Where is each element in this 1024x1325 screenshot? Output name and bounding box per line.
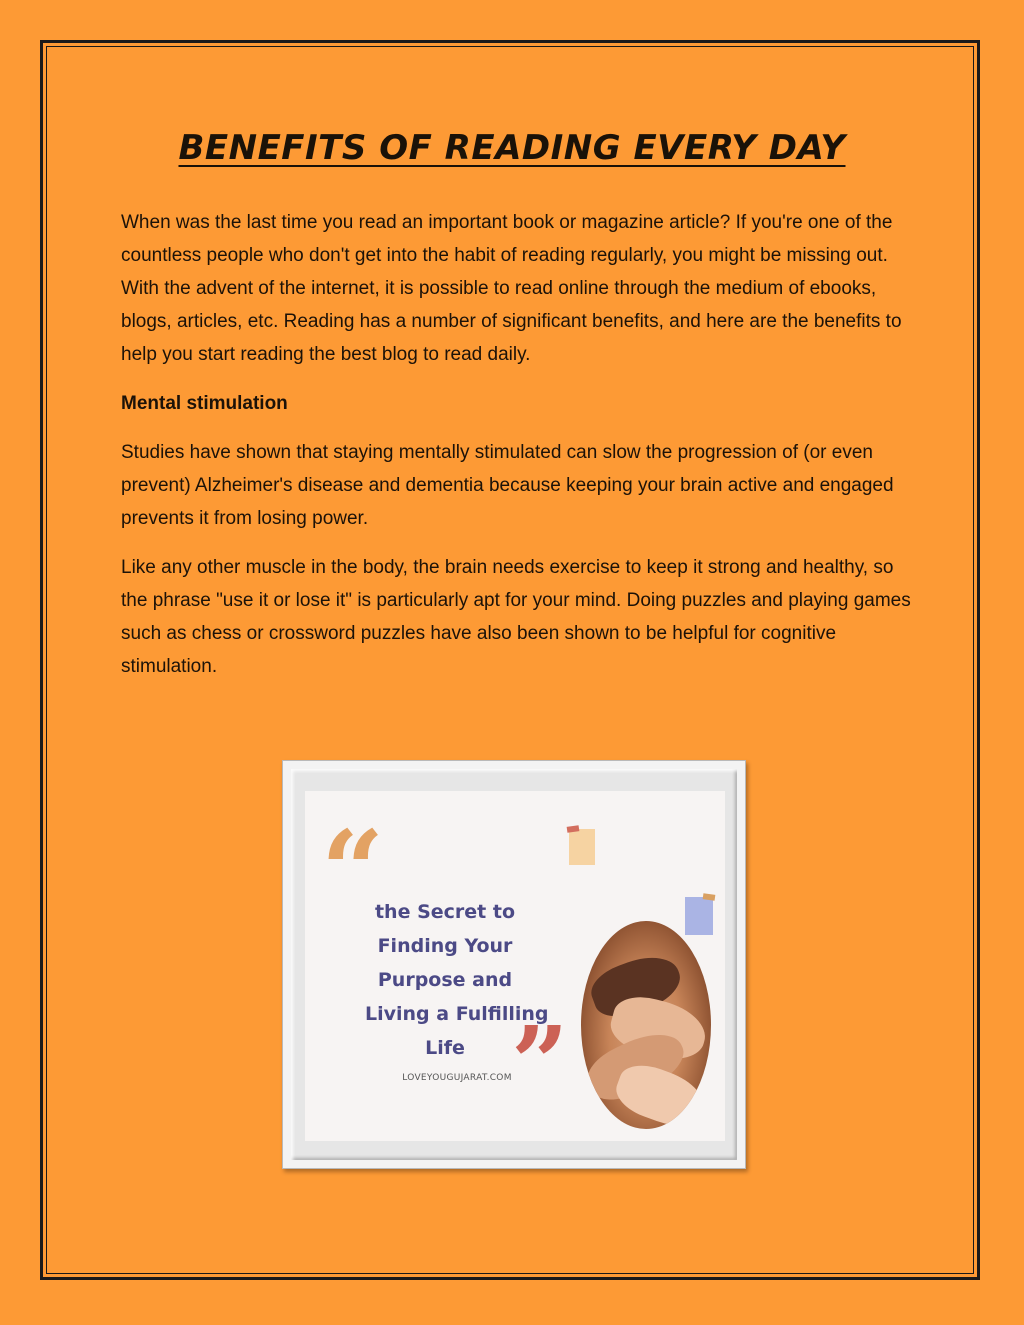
article-body: [121, 206, 911, 699]
intro-paragraph: When was the last time you read an important book or magazine article? If you're one of the countless people who don't get into the habit of reading regularly, you might be missing out. With the advent of the internet, it is possible to read online through the medium of ebooks, blogs, articles, etc. Reading has a number of significant benefits, and here are the benefits to help you start reading the best blog to read daily.: [121, 212, 902, 365]
quote-card: [305, 791, 725, 1141]
hands-photo: [581, 921, 711, 1129]
framed-quote-image: [282, 760, 746, 1169]
site-watermark: LOVEYOUGUJARAT.COM: [402, 1073, 512, 1083]
body-paragraph-2: Like any other muscle in the body, the brain needs exercise to keep it strong and healthy, so the phrase "use it or lose it" is particularly apt for your mind. Doing puzzles and playing games such as chess or crossword puzzles have also been shown to be helpful for cognitive stimulation.: [121, 557, 911, 677]
quote-line-1: the Secret to: [374, 901, 516, 923]
section-heading: Mental stimulation: [121, 393, 288, 414]
sticky-note-blue-icon: [685, 897, 713, 935]
quote-line-2: Finding Your: [377, 935, 513, 957]
quote-line-4: Living a Fulfilling: [365, 1003, 549, 1025]
body-paragraph-1: Studies have shown that staying mentally stimulated can slow the progression of (or even prevent) Alzheimer's disease and dementia because keeping your brain active and engaged prevents it from losing power.: [121, 442, 894, 529]
quote-line-3: Purpose and: [377, 969, 513, 991]
sticky-note-orange-icon: [569, 829, 595, 865]
open-quote-mark-icon: “: [321, 806, 385, 935]
page-title: [0, 128, 1024, 168]
page-title-text: BENEFITS OF READING EVERY DAY: [178, 128, 846, 168]
quote-text: [365, 895, 549, 1065]
quote-line-5: Life: [425, 1037, 465, 1059]
close-quote-mark-icon: ”: [511, 1004, 569, 1122]
